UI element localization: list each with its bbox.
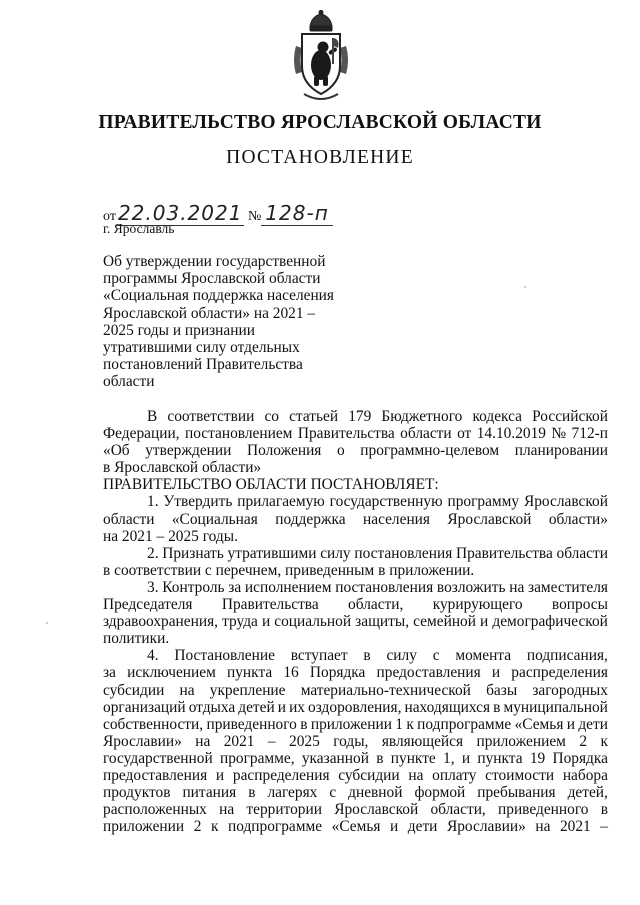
city-label: г. Ярославль <box>103 221 175 236</box>
body-word: и <box>480 613 489 631</box>
body-word: организаций <box>103 698 186 716</box>
body-word: социальной <box>274 613 352 631</box>
body-word: области <box>400 425 452 443</box>
body-word: Бюджетного <box>381 408 463 425</box>
decree-body-text <box>103 408 608 835</box>
body-word: 179 <box>348 408 372 425</box>
body-line: в Ярославской области» <box>103 459 262 477</box>
body-word: программно-целевом <box>360 442 500 460</box>
body-line: на 2021 – 2025 годы. <box>103 527 238 545</box>
body-word: Председателя <box>103 596 193 614</box>
body-line <box>103 699 608 716</box>
body-word: области» <box>548 510 608 528</box>
subject-line: утратившими силу отдельных <box>103 339 300 357</box>
body-word: области <box>556 544 608 562</box>
body-word: курирующего <box>432 596 523 614</box>
body-word: пункта <box>227 664 273 682</box>
body-word: пункте <box>390 749 436 767</box>
body-word: Порядка <box>309 664 366 682</box>
body-line <box>103 442 608 459</box>
body-word: формой <box>414 784 466 802</box>
body-word: Правительства <box>221 596 319 614</box>
body-line: политики. <box>103 630 170 648</box>
body-word: продуктов <box>103 784 171 802</box>
body-word: расположенных <box>103 801 207 819</box>
body-line: ПРАВИТЕЛЬСТВО ОБЛАСТИ ПОСТАНОВЛЯЕТ: <box>103 476 439 494</box>
body-word: распределения <box>232 766 330 784</box>
body-word: стоимости <box>485 766 555 784</box>
body-word: исключением <box>127 664 216 682</box>
body-word: Ярославской <box>334 801 419 819</box>
body-word: питания <box>182 784 237 802</box>
body-word: «Об <box>103 442 130 460</box>
body-word: 2 <box>193 818 202 836</box>
body-word: вопросы <box>551 596 608 614</box>
body-line: в соответствии с перечнем, приведенным в приложении. <box>103 561 475 579</box>
body-word: 712-п <box>571 425 608 443</box>
body-word: в <box>600 801 608 819</box>
body-word: Ярославской <box>447 510 532 528</box>
body-word: постановления <box>354 544 453 562</box>
body-word: на <box>179 681 195 699</box>
body-word: пребывания <box>477 784 556 802</box>
body-word: заместителя <box>528 578 608 596</box>
body-word: и <box>261 613 271 631</box>
body-word: Постановление <box>174 647 275 665</box>
body-word: и <box>277 698 287 716</box>
body-word: 1. <box>147 493 159 511</box>
body-word: приложении <box>103 818 185 836</box>
body-word: прилагаемую <box>237 493 325 511</box>
handwritten-date: 22.03.2021 <box>117 201 243 225</box>
body-word: Российской <box>532 408 608 425</box>
body-word: 3. <box>147 578 159 596</box>
body-word: силу <box>386 647 417 665</box>
body-line <box>103 493 608 510</box>
subject-line: Об утверждении государственной <box>103 253 326 270</box>
subject-line: Ярославской области» на 2021 – <box>103 304 316 322</box>
body-word: исполнением <box>244 578 332 596</box>
body-word: оздоровления, <box>308 698 402 716</box>
body-word: в <box>376 749 384 767</box>
body-word: находящихся <box>404 698 491 716</box>
body-word: со <box>264 408 279 425</box>
body-word: населения <box>363 510 430 528</box>
body-word: распределения <box>511 664 608 682</box>
body-line <box>103 425 608 442</box>
body-word: 2021 <box>223 732 255 750</box>
subject-line: постановлений Правительства <box>103 356 303 374</box>
body-word: подпрограмме <box>227 818 323 836</box>
body-word: Ярославии» <box>446 818 526 836</box>
body-word: к <box>406 715 414 733</box>
body-word: Федерации, <box>103 425 180 443</box>
body-word: приложением <box>476 732 566 750</box>
body-word: государственной <box>103 749 213 767</box>
body-line <box>103 682 608 699</box>
body-word: дневной <box>348 784 403 802</box>
body-word: Контроль <box>162 578 225 596</box>
body-word: и <box>215 766 225 784</box>
body-word: Порядка <box>552 749 608 767</box>
body-word: программе, <box>219 749 295 767</box>
body-word: Правительства <box>455 544 553 562</box>
body-word: на <box>509 578 525 596</box>
coat-of-arms-emblem <box>290 10 352 104</box>
body-word: области, <box>430 801 486 819</box>
body-word: 16 <box>283 664 299 682</box>
government-title: ПРАВИТЕЛЬСТВО ЯРОСЛАВСКОЙ ОБЛАСТИ <box>98 112 542 133</box>
body-line <box>103 664 608 681</box>
body-word: лагерях <box>267 784 318 802</box>
body-word: детей, <box>567 784 608 802</box>
crown-icon <box>310 10 332 31</box>
body-word: отдыха <box>188 698 236 716</box>
body-word: и <box>390 818 399 836</box>
body-word: 2025 <box>289 732 320 750</box>
subject-line: области <box>103 373 155 391</box>
body-word: «Социальная <box>171 510 258 528</box>
body-word: в <box>300 715 308 733</box>
body-word: годы, <box>333 732 369 750</box>
body-line <box>103 733 608 750</box>
body-word: силу <box>320 544 351 562</box>
body-line <box>103 801 608 818</box>
body-word: на <box>535 818 551 836</box>
body-word: семейной <box>413 613 476 631</box>
body-word: территории <box>246 801 322 819</box>
body-word: в <box>248 784 256 802</box>
body-word: за <box>228 578 242 596</box>
body-word: – <box>600 818 608 836</box>
body-word: труда <box>222 613 258 631</box>
body-word: «Семья <box>514 715 564 733</box>
subject-line: 2025 годы и признании <box>103 321 255 339</box>
body-word: Ярославской <box>523 493 608 511</box>
body-word: и <box>461 749 471 767</box>
decree-subject <box>103 253 343 391</box>
body-word: 4. <box>147 647 159 665</box>
body-word: в <box>363 647 371 665</box>
body-word: 2 <box>579 732 588 750</box>
body-line <box>103 596 608 613</box>
body-word: Признать <box>162 544 224 562</box>
body-word: постановлением <box>184 425 293 443</box>
body-word: и <box>566 715 575 733</box>
body-word: собственности, <box>103 715 204 733</box>
body-word: и <box>491 664 501 682</box>
body-word: момента <box>455 647 512 665</box>
body-line <box>103 784 608 801</box>
body-word: кодекса <box>472 408 523 425</box>
body-word: 1, <box>443 749 455 767</box>
body-word: постановления <box>335 578 434 596</box>
body-word: «Семья <box>331 818 381 836</box>
body-word: вступает <box>290 647 348 665</box>
body-word: Утвердить <box>163 493 233 511</box>
body-word: 2021 <box>559 818 591 836</box>
body-word: 19 <box>529 749 546 767</box>
scan-speck <box>46 622 48 624</box>
scan-speck <box>524 286 526 288</box>
body-word: от <box>457 425 472 443</box>
handwritten-number: 128-п <box>261 201 332 226</box>
body-word: к <box>600 732 608 750</box>
body-word: набора <box>562 766 608 784</box>
body-line <box>103 716 608 733</box>
body-word: поддержка <box>275 510 346 528</box>
body-line <box>103 750 608 767</box>
body-word: предоставления <box>103 766 208 784</box>
body-line <box>103 613 608 630</box>
body-word: указанной <box>301 749 369 767</box>
body-line <box>103 818 608 835</box>
body-word: области, <box>348 596 404 614</box>
body-word: соответствии <box>167 408 255 425</box>
body-word: с <box>432 647 440 665</box>
body-word: 1 <box>395 715 403 733</box>
body-word: являющейся <box>381 732 464 750</box>
body-word: на <box>219 801 235 819</box>
body-word: предоставления <box>376 664 481 682</box>
body-word: утратившими <box>227 544 317 562</box>
body-word: их <box>289 698 305 716</box>
body-word: программу <box>447 493 520 511</box>
body-word: дети <box>578 715 608 733</box>
body-line <box>103 408 608 425</box>
body-word: 2. <box>147 544 159 562</box>
body-line <box>103 647 608 664</box>
body-word: материально-технической <box>300 681 471 699</box>
body-line <box>103 511 608 528</box>
body-line <box>103 579 608 596</box>
body-word: дети <box>407 818 438 836</box>
body-word: к <box>210 818 219 836</box>
body-word: приведенного <box>498 801 589 819</box>
body-word: субсидии <box>338 766 400 784</box>
body-word: подпрограмме <box>417 715 512 733</box>
body-word: в <box>493 698 501 716</box>
body-word: на <box>408 766 424 784</box>
body-word: статьей <box>289 408 339 425</box>
body-word: – <box>267 732 276 750</box>
body-word: 14.10.2019 <box>476 425 546 443</box>
document-type-title: ПОСТАНОВЛЕНИЕ <box>226 147 414 168</box>
body-word: демографической <box>492 613 608 631</box>
number-prefix: № <box>247 209 262 224</box>
body-word: укрепление <box>209 681 286 699</box>
body-word: муниципальной <box>503 698 608 716</box>
body-line <box>103 545 608 562</box>
body-word: пункта <box>477 749 523 767</box>
body-word: защиты, <box>355 613 410 631</box>
date-prefix: от <box>103 209 116 224</box>
body-word: оплату <box>432 766 477 784</box>
body-word: государственную <box>329 493 443 511</box>
subject-line: программы Ярославской области <box>103 270 321 288</box>
body-word: Правительства <box>297 425 395 443</box>
body-word: утверждении <box>145 442 232 460</box>
body-word: подписания, <box>526 647 608 665</box>
body-line <box>103 767 608 784</box>
body-word: области <box>103 510 155 528</box>
body-word: о <box>336 442 345 460</box>
body-word: В <box>147 408 158 425</box>
body-word: на <box>195 732 211 750</box>
body-word: загородных <box>532 681 608 699</box>
body-word: Положения <box>246 442 322 460</box>
body-word: детей <box>238 698 275 716</box>
body-word: за <box>103 664 116 682</box>
body-word: возложить <box>436 578 506 596</box>
body-word: субсидии <box>103 681 165 699</box>
body-word: приложении <box>310 715 392 733</box>
body-word: приведенного <box>206 715 297 733</box>
body-word: с <box>329 784 337 802</box>
subject-line: «Социальная поддержка населения <box>103 287 335 305</box>
body-word: планировании <box>514 442 608 460</box>
body-word: здравоохранения, <box>103 613 219 631</box>
body-word: № <box>551 425 567 443</box>
body-word: базы <box>486 681 518 699</box>
body-word: Ярославии» <box>103 732 182 750</box>
